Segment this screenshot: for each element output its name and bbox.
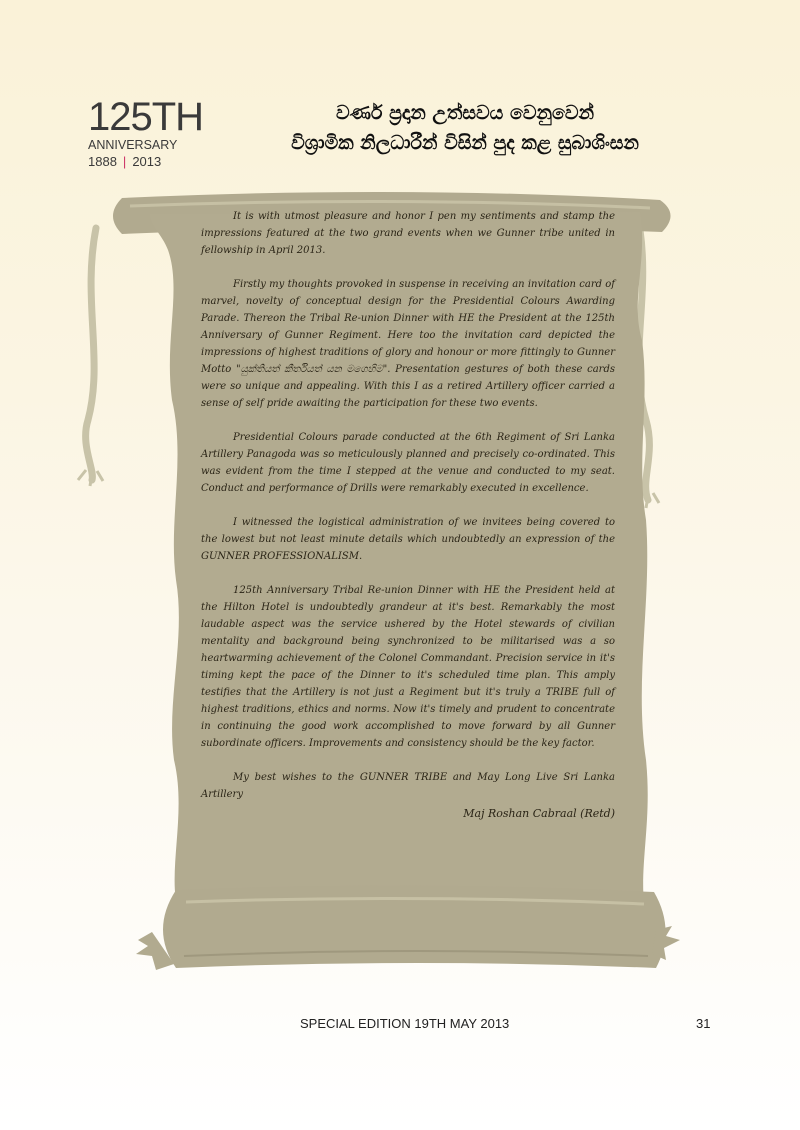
footer-edition: SPECIAL EDITION 19TH MAY 2013 [300, 1016, 510, 1031]
logo-separator: | [122, 154, 127, 169]
logo-title: 125TH [88, 95, 204, 139]
heading-line-1: වර්ණ ප්‍රදාන උත්සවය වෙනුවෙන් [335, 102, 594, 124]
heading-line-2: විශ්‍රාමික නිලධාරීන් විසින් පුද කළ සුබාශිංසන [291, 132, 639, 154]
letter-body [201, 208, 615, 822]
logo-year-end: 2013 [132, 154, 162, 169]
logo-year-start: 1888 [88, 154, 117, 169]
left-rope [86, 228, 96, 480]
letter-paragraph-3: Presidential Colours parade conducted at the 6th Regiment of Sri Lanka Artillery Panagoda was so meticulously planned and precisely co-ordinated. This was evident from the time I stepped at the venue and conducted to my seat. Conduct and performance of Drills were remarkably executed in excellence. [201, 432, 615, 494]
letter-paragraph-2: Firstly my thoughts provoked in suspense in receiving an invitation card of marvel, novelty of conceptual design for the Presidential Colours Awarding Parade. Thereon the Tribal Re-union Dinner with HE the President at the 125th Anniversary of Gunner Regiment. Here too the invitation card depicted the impressions of highest traditions of glory and honour or more fittingly to Gunner Motto "යුක්තියත් කීර්තියත් යන මගෙහිම". Presentation gestures of both these cards were so unique and appealing. With this I as a retired Artillery officer carried a sense of self pride awaiting the participation for these two events. [201, 279, 615, 409]
logo-subtitle: ANNIVERSARY [88, 138, 178, 152]
letter-paragraph-4: I witnessed the logistical administration of we invitees being covered to the lowest but not least minute details which undoubtedly an expression of the GUNNER PROFESSIONALISM. [201, 517, 615, 562]
letter-paragraph-5: 125th Anniversary Tribal Re-union Dinner with HE the President held at the Hilton Hotel is undoubtedly grandeur at it's best. Remarkably the most laudable aspect was the service ushered by the Hotel stewards of civilian mentality and background being synchronized to be militarised was a so heartwarming achievement of the Colonel Commandant. Precision service in it's timing kept the pace of the Dinner to it's scheduled time plan. This amply testifies that the Artillery is not just a Regiment but it's truly a TRIBE full of highest traditions, ethics and norms. Now it's timely and prudent to concentrate in continuing the good work accomplished to move forward by all Gunner subordinate officers. Improvements and consistency should be the key factor. [201, 585, 615, 749]
page-number: 31 [696, 1016, 711, 1031]
letter-signature: Maj Roshan Cabraal (Retd) [463, 807, 615, 820]
letter-paragraph-1: It is with utmost pleasure and honor I pen my sentiments and stamp the impressions featured at the two grand events when we Gunner tribe united in fellowship in April 2013. [201, 211, 615, 256]
letter-closing: My best wishes to the GUNNER TRIBE and May Long Live Sri Lanka Artillery [201, 772, 615, 800]
